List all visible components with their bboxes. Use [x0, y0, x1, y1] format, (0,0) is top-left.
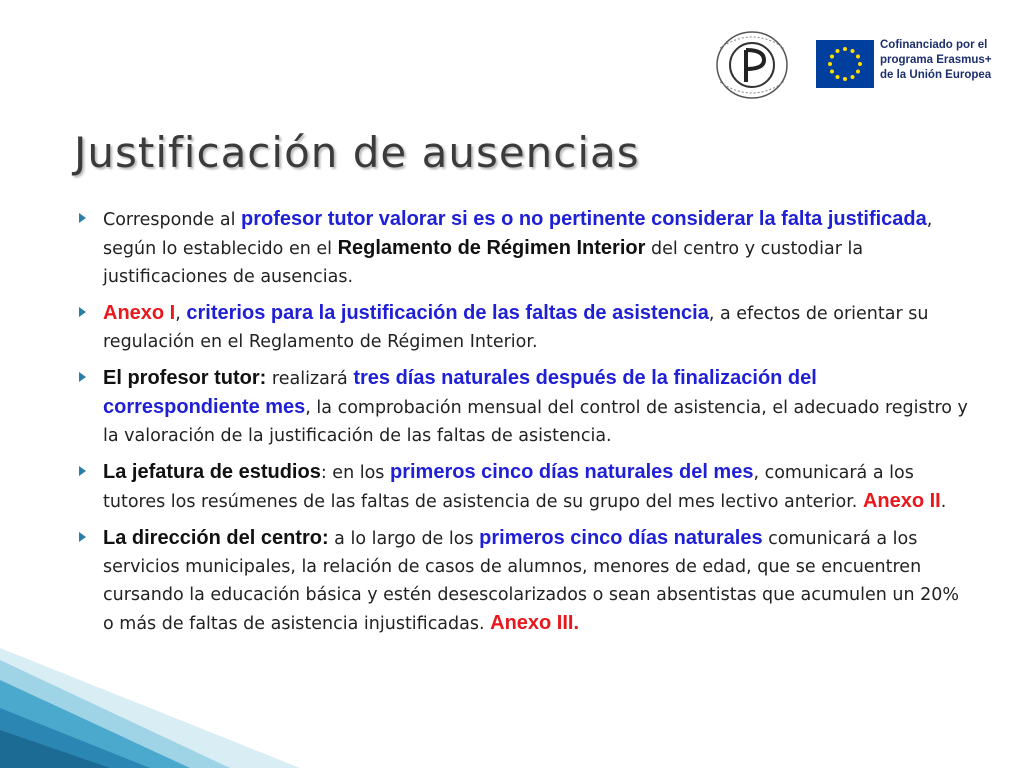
slide-title: Justificación de ausencias [74, 128, 640, 177]
text-segment: primeros cinco días naturales [479, 527, 763, 549]
text-segment: tres días naturales después de la finalización del correspondiente mes [103, 367, 817, 418]
text-segment: : en los [320, 463, 390, 483]
bullet-text [103, 524, 970, 638]
text-segment: , [175, 304, 187, 324]
bullet-text [103, 458, 970, 516]
text-segment: El profesor tutor: [103, 367, 267, 389]
bullet-item [70, 458, 970, 516]
bullet-arrow-icon [79, 532, 86, 542]
bullet-arrow-icon [79, 372, 86, 382]
bullet-text [103, 205, 970, 291]
eu-text-line: de la Unión Europea [880, 69, 992, 81]
text-segment: , según lo establecido en el [103, 210, 933, 259]
eu-funding-text [880, 38, 1006, 83]
text-segment: a lo largo de los [328, 529, 480, 549]
text-segment: Anexo I [103, 302, 176, 324]
bullet-text [103, 364, 970, 450]
school-logo [712, 28, 792, 102]
text-segment: Corresponde al [103, 210, 242, 230]
bullet-arrow-icon [79, 307, 86, 317]
text-segment: profesor tutor valorar si es o no pertinente considerar la falta justificada [241, 208, 927, 230]
bullet-text [103, 299, 970, 356]
school-crest-icon [712, 28, 792, 102]
bullet-arrow-icon [79, 466, 86, 476]
text-segment: , comunicará a los tutores los resúmenes de las faltas de asistencia de su grupo del mes lectivo anterior. [103, 463, 914, 512]
text-segment: Anexo III. [490, 612, 580, 634]
text-segment: comunicará a los servicios municipales, la relación de casos de alumnos, menores de edad, que se encuentren cursando la educación básica y estén desescolarizados o sean absentistas que acumulen un 20% o más de faltas de asistencia injustificadas. [103, 529, 960, 634]
bullet-list [70, 205, 970, 646]
text-segment: primeros cinco días naturales del mes [389, 461, 754, 483]
text-segment: , a efectos de orientar su regulación en el Reglamento de Régimen Interior. [103, 304, 929, 352]
eu-text-line: programa Erasmus+ [880, 54, 992, 66]
text-segment: La jefatura de estudios [103, 461, 321, 483]
eu-erasmus-logo [816, 38, 1006, 94]
text-segment: realizará [266, 369, 354, 389]
bullet-item [70, 205, 970, 291]
bullet-item [70, 299, 970, 356]
eu-flag-icon [816, 40, 874, 88]
text-segment: Reglamento de Régimen Interior [337, 237, 646, 259]
text-segment: del centro y custodiar la justificaciones de ausencias. [103, 239, 864, 287]
eu-text-line: Cofinanciado por el [880, 39, 988, 51]
text-segment: criterios para la justificación de las faltas de asistencia [186, 302, 709, 324]
text-segment: , la comprobación mensual del control de asistencia, el adecuado registro y la valoración de la justificación de las faltas de asistencia. [103, 398, 968, 446]
bullet-arrow-icon [79, 213, 86, 223]
bullet-item [70, 364, 970, 450]
text-segment: . [940, 492, 947, 512]
text-segment: La dirección del centro: [103, 527, 329, 549]
text-segment: Anexo II [862, 490, 941, 512]
bullet-item [70, 524, 970, 638]
